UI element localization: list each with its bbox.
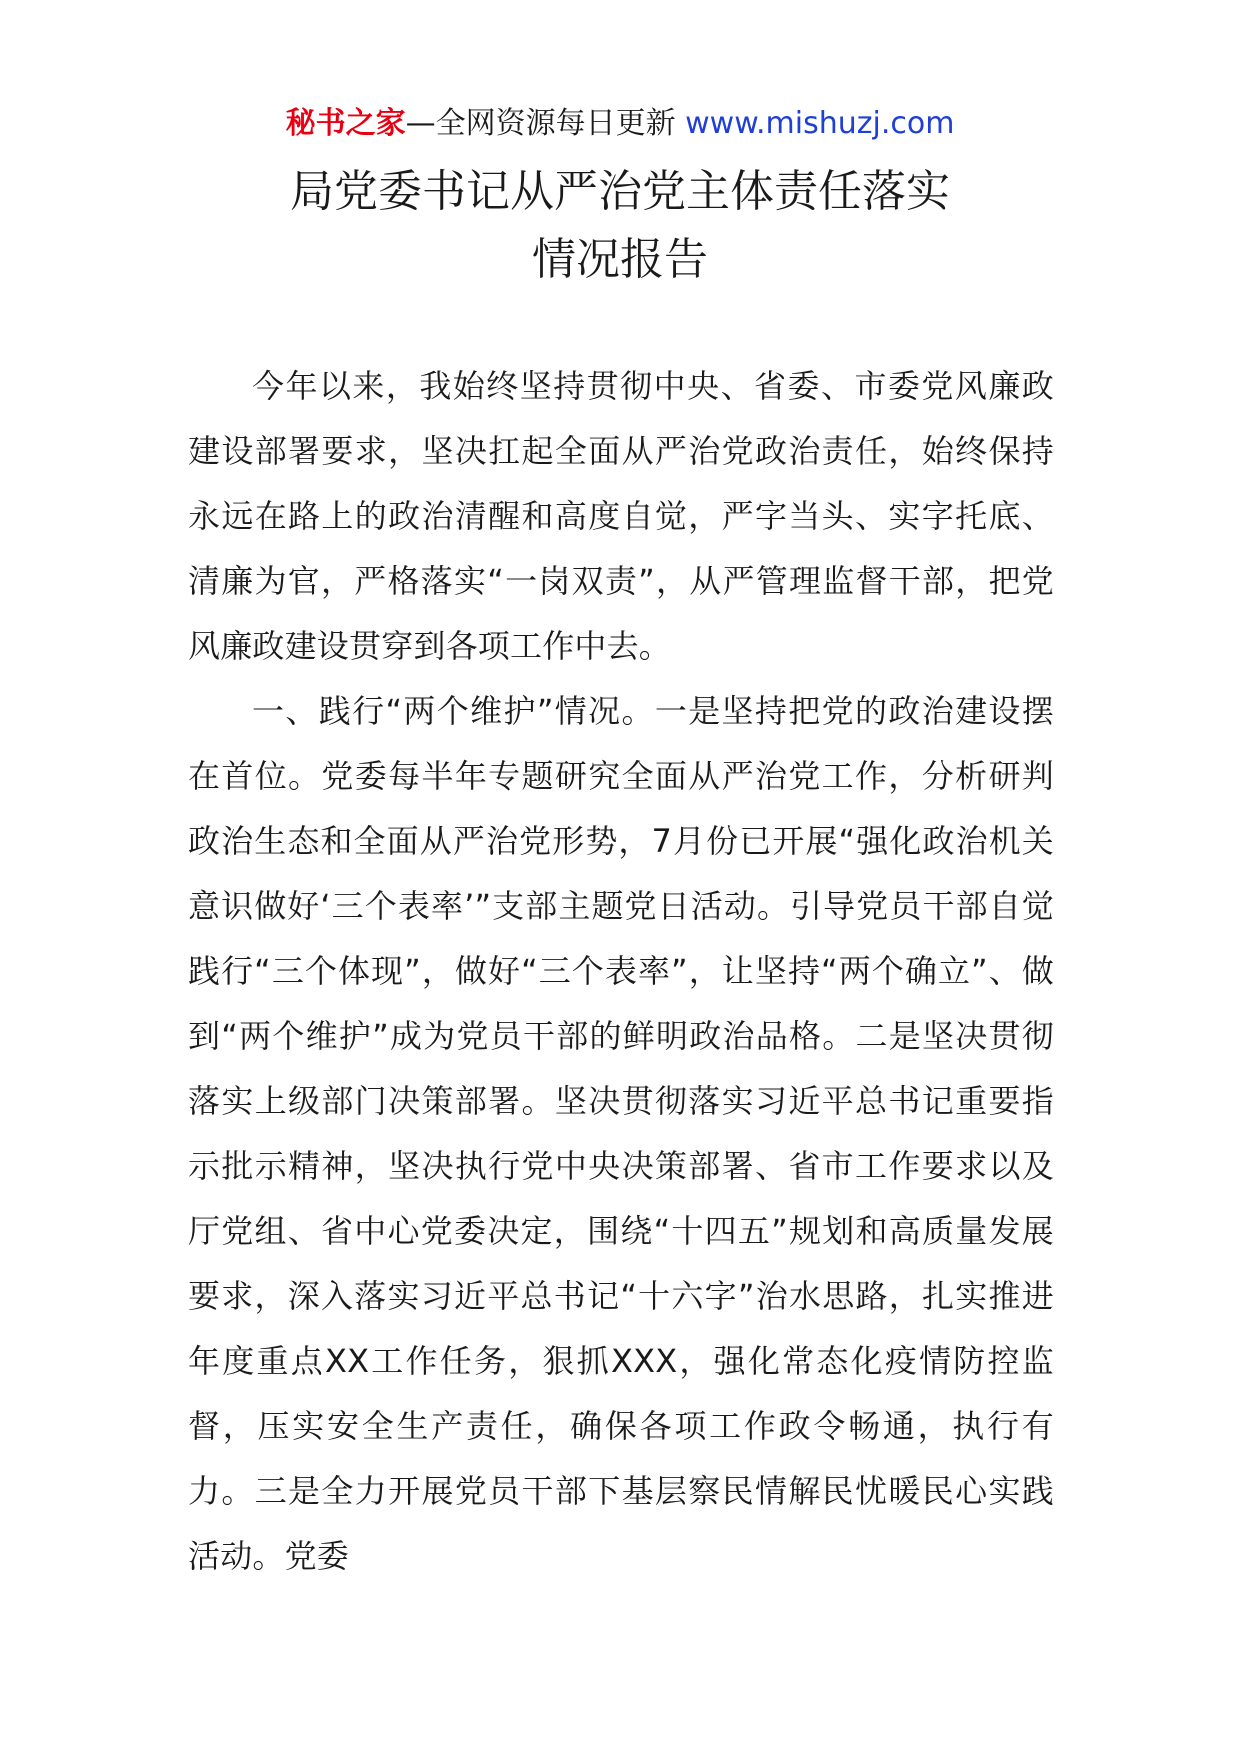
paragraph-section-1: 一、践行“两个维护”情况。一是坚持把党的政治建设摆在首位。党委每半年专题研究全面从严治党工作，分析研判政治生态和全面从严治党形势，7月份已开展“强化政治机关意识做好‘三个表率’”支部主题党日活动。引导党员干部自觉践行“三个体现”，做好“三个表率”，让坚持“两个确立”、做到“两个维护”成为党员干部的鲜明政治品格。二是坚决贯彻落实上级部门决策部署。坚决贯彻落实习近平总书记重要指示批示精神，坚决执行党中央决策部署、省市工作要求以及厅党组、省中心党委决定，围绕“十四五”规划和高质量发展要求，深入落实习近平总书记“十六字”治水思路，扎实推进年度重点XX工作任务，狠抓XXX，强化常态化疫情防控监督，压实安全生产责任，确保各项工作政令畅通，执行有力。三是全力开展党员干部下基层察民情解民忧暖民心实践活动。党委 <box>188 692 1054 1575</box>
brand-name: 秘书之家 <box>285 106 406 141</box>
header-tagline: —全网资源每日更新 <box>405 106 676 141</box>
site-url-link[interactable]: www.mishuzj.com <box>685 106 955 141</box>
document-title-line-1: 局党委书记从严治党主体责任落实 <box>290 166 950 217</box>
site-header <box>0 100 1240 148</box>
document-body <box>188 354 1054 1589</box>
document-title-line-2: 情况报告 <box>532 234 708 285</box>
paragraph-intro: 今年以来，我始终坚持贯彻中央、省委、市委党风廉政建设部署要求，坚决扛起全面从严治党政治责任，始终保持永远在路上的政治清醒和高度自觉，严字当头、实字托底、清廉为官，严格落实“一岗双责”，从严管理监督干部，把党风廉政建设贯穿到各项工作中去。 <box>188 367 1054 665</box>
